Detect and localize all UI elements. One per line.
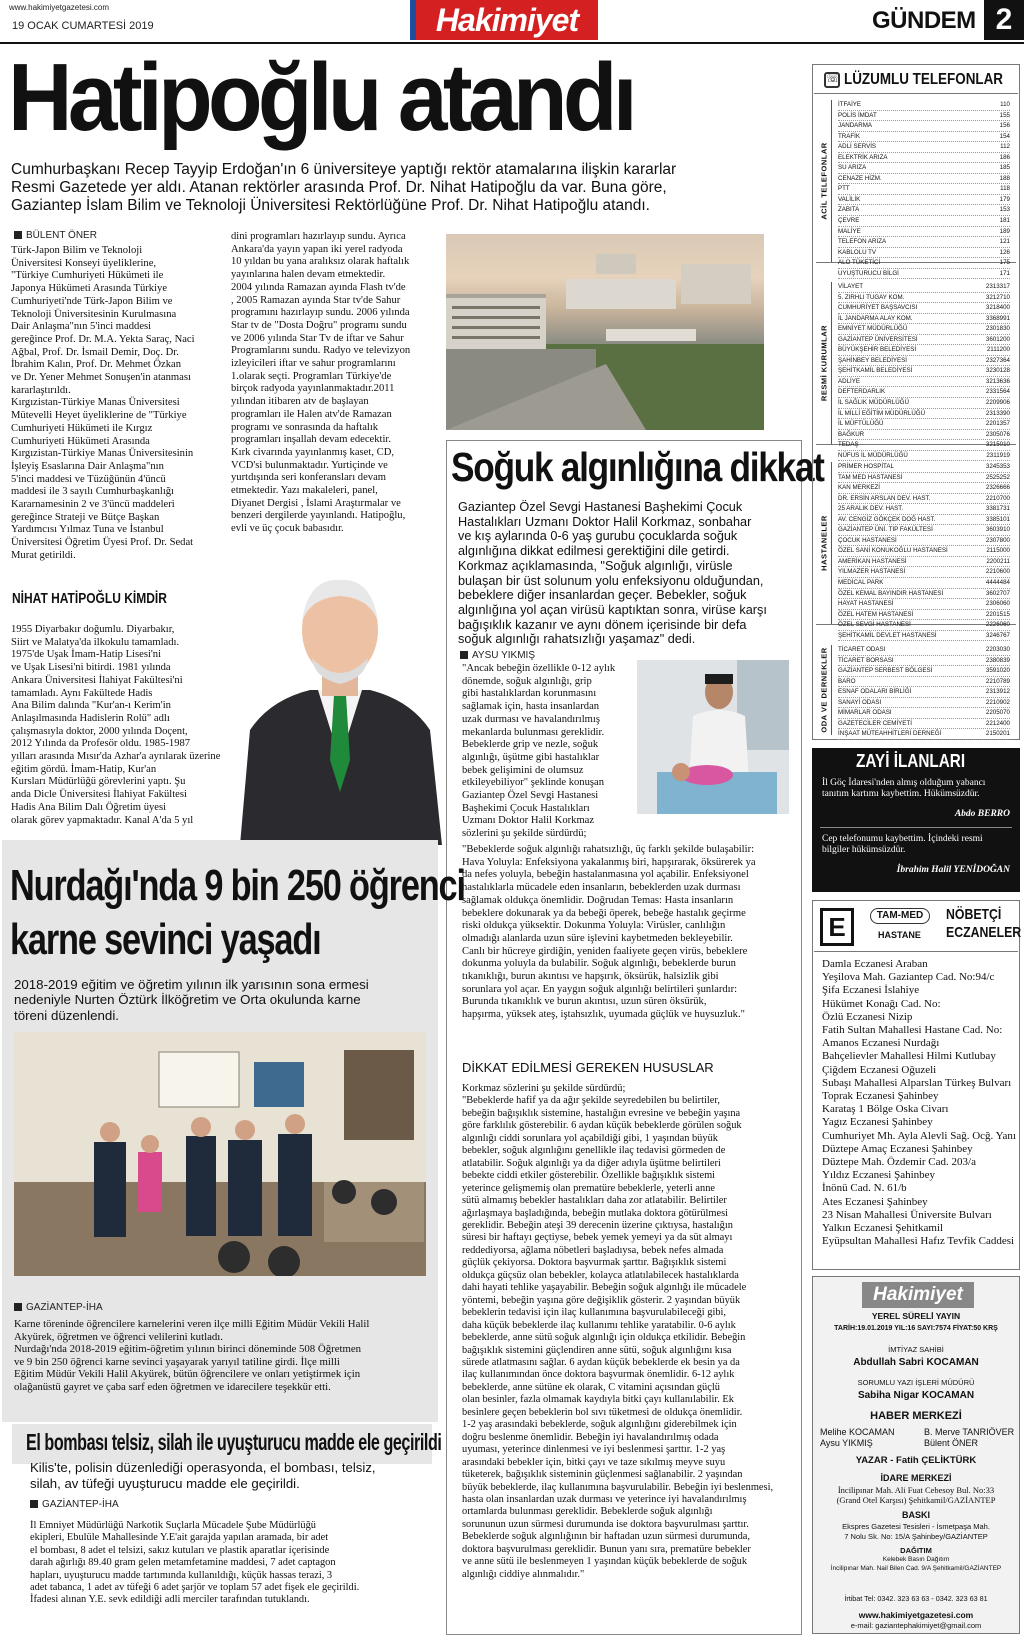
- phone-number[interactable]: 2150201: [985, 730, 1010, 738]
- phone-name: GAZİANTEP ÜNİVERSİTESİ: [838, 335, 918, 343]
- phone-number[interactable]: 155: [999, 111, 1010, 119]
- phone-row: [838, 546, 1010, 557]
- phone-row: [838, 324, 1010, 335]
- phones-group-acil: [816, 100, 1016, 277]
- zayi-name-1: Abdo BERRO: [954, 809, 1010, 819]
- phone-row: [838, 227, 1010, 238]
- phone-number[interactable]: 3591020: [985, 667, 1010, 675]
- phone-name: ŞEHİTKAMİL DEVLET HASTANESİ: [838, 631, 937, 639]
- imprint-issue: TARİH:19.01.2019 YIL:16 SAYI:7574 FİYAT:50 KRŞ: [834, 1325, 998, 1332]
- phone-number[interactable]: 2305076: [985, 430, 1010, 438]
- phone-number[interactable]: 2212400: [985, 719, 1010, 727]
- phone-name: MALİYE: [838, 227, 861, 235]
- pharmacy-entry: Düztepe Amaç Eczanesi Şahinbey: [822, 1142, 973, 1155]
- bomb-byline: GAZİANTEP-İHA: [30, 1499, 119, 1510]
- phone-row: [838, 153, 1010, 164]
- phone-number[interactable]: 2111200: [986, 346, 1010, 354]
- phone-name: İL JANDARMA ALAY KOM.: [838, 314, 913, 322]
- phone-number[interactable]: 3213636: [985, 377, 1010, 385]
- nurdagi-byline: GAZİANTEP-İHA: [14, 1302, 103, 1313]
- phone-name: UYUŞTURUCU BİLGİ: [838, 269, 899, 277]
- phone-row: [838, 100, 1010, 111]
- phone-number[interactable]: 3212710: [985, 293, 1010, 301]
- news-left-2: Aysu YIKMIŞ: [820, 1438, 873, 1448]
- phone-number[interactable]: 3381731: [985, 505, 1010, 513]
- phone-row: [838, 430, 1010, 441]
- bio-text: 1955 Diyarbakır doğumlu. Diyarbakır, Siirt ve Malatya'da ilkokulu tamamladı. 1975'de Uşak İmam-Hatip Lisesi'ni ve Uşak Lisesi'ni bitirdi. 1981 yılında Ankara Üniversitesi İlahiyat Fakültesi'ni tamamladı. Aynı Fakültede Hadis Ana Bilim dalında "Kur'an-ı Kerim'in Anlaşılmasında Hadislerin Rolü" adlı çalışmasıyla doktor, 2000 yılında Doçent, 2012 Yılında da Profesör oldu. 1985-1987 yılları arasında Mısır'da Azhar'a ayrılarak üzerine eğitim gördü. İmam-Hatip, Kur'an Kursları Müdürlüğü görevlerini yaptı. Şu anda Dicle Üniversitesi İlahiyat Fakültesi Hadis Ana Bilim Dalı Öğretim üyesi olarak görev yapmaktadır. Kanal A'da 5 yıl: [11, 624, 221, 826]
- phone-row: [838, 483, 1010, 494]
- phone-row: [838, 163, 1010, 174]
- phone-name: MEDİCAL PARK: [838, 579, 884, 587]
- phone-name: ŞEHİTKAMİL BELEDİYESİ: [838, 367, 913, 375]
- ceremony-photo: [14, 1032, 426, 1276]
- print-address: Ekspres Gazetesi Tesisleri - İsmetpaşa Mah. 7 Nolu Sk. No: 15/A Şahinbey/GAZİANTEP: [842, 1522, 990, 1541]
- phone-name: ESNAF ODALARI BİRLİĞİ: [838, 688, 912, 696]
- phone-row: [838, 729, 1010, 740]
- lead-col2: dini programları hazırlayıp sundu. Ayrıca Ankara'da yayın yapan iki yerel radyoda 10 yıldan bu yana aralıksız olarak haftalık yayınlarına halen devam etmektedir. 2004 yılında Ramazan ayında Flash tv'de , 2005 Ramazan ayında Star tv'de Sahur programını hazırlayıp sundu. 2006 yılında Star tv de "Dosta Doğru" programı sundu ve 2006 yılında Star Tv de iftar ve Sahur Programlarını sundu. Radyo ve televizyon izleyicileri iftar ve sahur programlarını 1.olarak seçti. Programları Türkiye'de birçok radyoda yayınlanmaktadır.2011 yılından itibaren atv de başlayan programları ile Halen atv'de Ramazan programı ve sonrasında da haftalık programları inşallah devam edecektir. Kırk civarında yayınlanmış kaset, CD, VCD'si bulunmaktadır. Yurtiçinde ve yurtdışında seri konferansları devam etmektedir. Yazı makaleleri, panel, Diyanet Dergisi , İslami Araştırmalar ve benzeri dergilerde yayınlandı. Hatipoğlu, evli ve üç çocuk babasıdır.: [231, 231, 411, 535]
- pharmacy-entry: İnönü Cad. N. 61/b: [822, 1182, 907, 1195]
- phone-name: AV. CENGİZ GÖKÇEK DOĞ HAST.: [838, 515, 936, 523]
- hatipoglu-portrait: [230, 560, 450, 845]
- phone-row: [838, 142, 1010, 153]
- phone-name: ADLİYE: [838, 377, 861, 385]
- phones-group-hastane: [816, 462, 1016, 639]
- phone-name: İL MİLLİ EĞİTİM MÜDÜRLÜĞÜ: [838, 409, 926, 417]
- phone-number[interactable]: 2313317: [985, 283, 1010, 290]
- phone-number[interactable]: 2311919: [986, 451, 1010, 459]
- sponsor-sub: HASTANE: [878, 930, 921, 940]
- owner-label: İMTİYAZ SAHİBİ: [888, 1345, 944, 1354]
- zayi-title: ZAYİ İLANLARI: [856, 751, 966, 771]
- oda-list: [838, 645, 1010, 740]
- phone-number[interactable]: 3601200: [985, 335, 1010, 343]
- news-label: HABER MERKEZİ: [870, 1410, 962, 1422]
- phone-name: BAĞKUR: [838, 430, 865, 438]
- phone-row: [838, 494, 1010, 505]
- group-label-resmi: RESMİ KURUMLAR: [816, 282, 832, 444]
- phone-number[interactable]: 118: [1000, 185, 1010, 193]
- phone-number[interactable]: 2313390: [985, 409, 1010, 417]
- phone-number[interactable]: 3385101: [985, 515, 1010, 523]
- zayi-notice-2: Cep telefonumu kaybettim. İçindeki resmi bilgiler hükümsüzdür.: [822, 834, 983, 855]
- phone-name: JANDARMA: [838, 122, 873, 130]
- phone-number[interactable]: 189: [999, 227, 1010, 235]
- phone-number[interactable]: 3215010: [985, 441, 1010, 449]
- zayi-name-2: İbrahim Halil YENİDOĞAN: [896, 865, 1010, 875]
- phone-name: TELEFON ARIZA: [838, 238, 887, 246]
- pharmacy-header: [814, 902, 1022, 952]
- cold-headline: Soğuk algınlığına dikkat: [451, 444, 824, 490]
- phone-name: TİCARET BORSASI: [838, 656, 894, 664]
- pharmacy-entry: Yalkın Eczanesi Şehitkamil: [822, 1222, 944, 1235]
- lead-col1: Türk-Japon Bilim ve Teknoloji Üniversitesi Konseyi üyeliklerine, "Türkiye Cumhuriyeti Hükümeti ile Japonya Hükümeti Arasında Türkiye Cumhuriyeti'nde Türk-Japon Bilim ve Teknoloji Üniversitesinin Kurulmasına Dair Anlaşma"nın 5'inci maddesi gereğince Prof. Dr. M.A. Yekta Saraç, Naci Ağbal, Prof. Dr. İsmail Demir, Doç. Dr. İbrahim Kalın, Prof. Dr. Mehmet Özkan ve Dr. Yener Mehmet Sonuşen'in atanması kararlaştırıldı. Kırgızistan-Türkiye Manas Üniversitesi Mütevelli Heyet üyeliklerine de "Türkiye Cumhuriyeti Hükümeti ile Kırgız Cumhuriyeti Hükümeti Arasında Kırgızistan-Türkiye Manas Üniversitesinin İşleyiş Esaslarına Dair Anlaşma"nın 5'inci maddesi ve Tüzüğünün 4'üncü maddesi ile 3 sayılı Cumhurbaşkanlığı Kararnamesinin 2 ve 3'üncü maddeleri gereğince Strateji ve Bütçe Başkan Yardımcısı Yılmaz Tuna ve İstanbul Üniversitesi Öğretim Üyesi Prof. Dr. Sedat Murat getirildi.: [11, 245, 195, 561]
- phone-number[interactable]: 175: [999, 259, 1010, 267]
- phone-number[interactable]: 2200211: [986, 557, 1010, 565]
- pharmacy-entry: Bahçelievler Mahallesi Hilmi Kutlubay: [822, 1050, 996, 1063]
- phones-group-resmi: [816, 282, 1016, 459]
- phone-name: BÜYÜKŞEHİR BELEDİYESİ: [838, 346, 917, 354]
- phone-number[interactable]: 153: [999, 206, 1010, 214]
- doctor-drawing: [637, 660, 789, 814]
- phone-row: [838, 536, 1010, 547]
- phone-name: AMERİKAN HASTANESİ: [838, 557, 907, 565]
- phone-number[interactable]: 126: [999, 248, 1010, 256]
- phone-number[interactable]: 2210902: [985, 698, 1010, 706]
- phone-name: ŞAHİNBEY BELEDİYESİ: [838, 356, 908, 364]
- group-label-oda: ODA VE DERNEKLER: [816, 645, 832, 735]
- doctor-photo: [637, 660, 789, 814]
- phone-number[interactable]: 3602707: [985, 589, 1010, 597]
- phone-name: GAZETECİLER CEMİYETİ: [838, 719, 912, 727]
- phone-row: [838, 111, 1010, 122]
- cold-col-a: "Ancak bebeğin özellikle 0-12 aylık dönemde, soğuk algınlığı, grip gibi hastalıklardan korunmasını sağlamak için, hasta insanlardan uzak durması ve havalandırılmış mekanlarda bulunması gereklidir. Bebeklerde grip ve nezle, soğuk algınlığı, üşütme gibi hastalıklar bebek gelişimini de olumsuz etkileyebiliyor" şeklinde konuşan Gaziantep Özel Sevgi Hastanesi Başhekimi Çocuk Hastalıkları Uzmanı Doktor Halil Korkmaz sözlerini şu şekilde sürdürdü;: [462, 663, 616, 840]
- phone-name: 25 ARALIK DEV. HAST.: [838, 505, 904, 513]
- e-sign-icon: E: [820, 908, 854, 946]
- phone-row: [838, 719, 1010, 730]
- phone-name: ÖZEL KEMAL BAYINDIR HASTANESİ: [838, 589, 944, 597]
- sponsor-logo: TAM-MED: [870, 908, 930, 924]
- phone-row: [838, 387, 1010, 398]
- phone-name: VALİLİK: [838, 195, 861, 203]
- pharmacy-entry: Fatih Sultan Mahallesi Hastane Cad. No:: [822, 1024, 1003, 1037]
- phone-name: ÇOCUK HASTANESİ: [838, 536, 897, 544]
- pharmacy-entry: 23 Nisan Mahallesi Üniversite Bulvarı: [822, 1208, 992, 1221]
- phone-number[interactable]: 3230128: [985, 367, 1010, 375]
- phone-name: GAZİANTEP SERBEST BÖLGESİ: [838, 667, 933, 675]
- contact-tel[interactable]: İrtibat Tel: 0342. 323 63 63 - 0342. 323 63 81: [844, 1594, 988, 1603]
- phone-row: [838, 184, 1010, 195]
- phone-name: 5. ZIRHLI TUGAY KOM.: [838, 293, 905, 301]
- phone-row: [838, 567, 1010, 578]
- page-number: 2: [984, 0, 1024, 40]
- phones-header: [814, 66, 1018, 94]
- phone-number[interactable]: 110: [1000, 101, 1010, 108]
- phone-number[interactable]: 2226060: [985, 621, 1010, 629]
- phone-row: [838, 504, 1010, 515]
- phone-number[interactable]: 154: [999, 132, 1010, 140]
- phone-number[interactable]: 185: [999, 164, 1010, 172]
- phone-number[interactable]: 2209906: [985, 399, 1010, 407]
- phone-name: HAYAT HASTANESİ: [838, 600, 894, 608]
- group-label-acil: ACİL TELEFONLAR: [816, 100, 832, 262]
- phone-row: [838, 398, 1010, 409]
- phone-number[interactable]: 121: [999, 238, 1010, 246]
- phone-name: POLİS İMDAT: [838, 111, 877, 119]
- cold-byline: AYSU YIKMIŞ: [460, 650, 535, 661]
- phone-name: DEFTERDARLIK: [838, 388, 886, 396]
- phone-row: [838, 195, 1010, 206]
- cold-body-b: Korkmaz sözlerini şu şekilde sürdürdü; "Bebeklerde hafif ya da ağır şekilde seyredebilen bu belirtiler, bebeğin bağışıklık sistemine, hastalığın evresine ve bebeğin yaşına göre farklılık gösterebilir. 6 aydan küçük bebeklerde görülen soğuk algınlığı ciddi sorunlara yol açabildiği gibi, 1 yaşından büyük bebekler, soğuk algınlığını genellikle ilaç tedavisi görmeden de atlatabilir. Soğuk algınlığı ya da diğer adıyla üşütme belirtileri bebekte ciddi etkiler gösterebilir. Özellikle bağışıklık sistemi yeterince gelişmemiş olan prematüre bebeklerle, yeterli anne sütü almamış bebekler hastalıkları daha zor atlatabilir. Belirtiler ağırlaşmaya başladığında, bebeğin mutlaka doktora götürülmesi gereklidir. Bebeğin ateşi 39 derecenin üzerine çıktıysa, hastalığın süresi bir haftayı geçtiyse, bebek yemek yemeyi ya da süt almayı reddediyorsa, ağlama nöbetleri başladıysa, bebek nefes almada güçlük çekiyorsa. Doktora başvurmak şarttır. Bağışıklık sistemi oldukça güçsüz olan bebekler, kolayca atlatılabilecek hastalıklarda dahi hayati tehlike yaşayabilir. Bebeğin soğuk algınlığı ile mücadele yöntemi, bebeğin yaşına göre değişiklik gösterir. 2 yaşından büyük bebeklerin tedavisi için ilaç kullanımına başvurulabileceği gibi, daha küçük bebeklerde ilaç kullanımı tehlike yaratabilir. 0-6 aylık bebeklerde, anne sütü soğuk algınlığı için oldukça etkilidir. Bebeğin bağışıklık sistemini güçlendiren anne sütü, soğuk algınlığını kısa sürede atlatmasını sağlar. 6 aydan küçük bebeklerde ek besin ya da ilaç kullanımından önce doktora başvurmak önemlidir. 6-12 aylık bebeklerde, anne sütüne ek olarak, C vitamini açısından güçlü olan besinler, fazla olmamak kaydıyla bitki çayı kullanılabilir. Ek besinlere geçen bebeklerin bol sıvı tüketmesi de oldukça önemlidir. 1-2 yaş arasındaki bebeklerde, soğuk algınlığını giderebilmek için doğru beslenme önemlidir. Bebeğin iyi havalandırılmış odada uyuması, yeterince dinlenmesi ve iyi beslenmesi şarttır. 1-2 yaş arasındaki bebekler için, bitki çayı ve taze sıkılmış meyve suyu tüketerek, bağışıklık sisteminin güçlenmesi sağlanabilir. 2 yaşından büyük bebeklerde, ilaç kullanımına başvurulabilir. Bebeğin iyi beslenmesi, hasta olan insanlardan uzak durması ve yeterince iyi havalandırılmış ortamlarda bulunması gereklidir. Bebeklerde soğuk algınlığı sorununun uzun sürmesi durumunda ise doktora başvurulması şarttır. Bebeklerde soğuk algınlığının bir haftadan uzun sürmesi durumunda, doktora başvurulması gereklidir. Bunun yanı sıra, prematüre bebekler ve anne sütü ile beslenmeyen 1 yaşından küçük bebeklerde de soğuk algınlığı ciddiye alınmalıdır.": [462, 1083, 774, 1580]
- phone-name: ÇEVRE: [838, 217, 860, 225]
- phone-name: TEDAŞ: [838, 441, 859, 449]
- website[interactable]: www.hakimiyetgazetesi.com: [9, 3, 110, 12]
- cold-body-a: "Bebeklerde soğuk algınlığı rahatsızlığı, üç farklı şekilde bulaşabilir: Hava Yoluyla: Enfeksiyona yakalanmış biri, hapşırarak, öksürerek ya da nefes yoluyla, bebeğin hastalanmasına yol açabilir. Enfeksiyonel hastalıklarla mücadele eden insanların, bebeklerden uzak durması sağlamak oldukça önemlidir. Doğrudan Temas: Hasta insanların bebeklere dokunarak ya da bebeği öperek, bebeğe hastalık geçirme riski oldukça yüksektir. Dokunma Yoluyla: Virüsler, canlılığın olmadığı alanlarda uzun süre işlevini kaybetmeden bekleyebilir. Canlı bir hücreye girdiğin, yeniden faaliyete geçen virüs, bebeklere dokunma yoluyla da bulabilir. Soğuk algınlığı, bebeklerde burun tıkanıklığı, burun akıntısı ve hapşırık, öksürük, halsizlik gibi sorunlara yol açar. En yaygın soğuk algınlığı belirtileri şunlardır: Burunda tıkanıklık ve burun akıntısı, uzun süren öksürük, hapşırma, yüksek ateş, iştahsızlık, uyumada güçlük ve huysuzluk.": [462, 844, 756, 1021]
- pharmacy-entry: Hükümet Konağı Cad. No:: [822, 997, 941, 1010]
- imprint-subtitle: YEREL SÜRELİ YAYIN: [871, 1311, 961, 1321]
- portrait-drawing: [230, 560, 450, 845]
- phone-name: SANAYİ ODASI: [838, 698, 882, 706]
- cold-subhead: DİKKAT EDİLMESİ GEREKEN HUSUSLAR: [462, 1060, 714, 1075]
- zayi-notice-1: İl Göç İdaresi'nden almış olduğum yabancı tanıtım kartımı kaybettim. Hükümsüzdür.: [822, 778, 986, 799]
- phone-row: [838, 599, 1010, 610]
- lead-byline: BÜLENT ÖNER: [14, 230, 97, 241]
- nurdagi-headline-1: Nurdağı'nda 9 bin 250 öğrenci: [10, 861, 465, 910]
- editor-name: Sabiha Nigar KOCAMAN: [857, 1390, 975, 1401]
- phone-number[interactable]: 179: [999, 195, 1010, 203]
- phone-row: [838, 473, 1010, 484]
- phone-number[interactable]: 181: [999, 217, 1010, 225]
- phone-icon: ☏: [824, 72, 840, 88]
- phone-number[interactable]: 2313912: [985, 688, 1010, 696]
- phone-name: BARO: [838, 677, 856, 685]
- lead-headline: Hatipoğlu atandı: [8, 44, 633, 151]
- phone-name: ÖZEL SEVGİ HASTANESİ: [838, 621, 911, 629]
- phone-name: CUMHURİYET BAŞSAVCISI: [838, 304, 918, 312]
- bomb-body: İl Emniyet Müdürlüğü Narkotik Suçlarla Mücadele Şube Müdürlüğü ekipleri, Ebulüle Mahallesinde Y.E'ait garajda yapılan aramada, bir adet el bombası, 8 adet el telsizi, sakız kutuları ve plastik aparatlar içerisinde darah ağırlığı 89.40 gram gelen metamfetamine maddesi, 7 adet captagon hapları, uyuşturucu madde tartımında kullanıldığı, küçük hassas terazi, 3 adet tabanca, 1 adet av tüfeği 6 adet şarjör ve toplam 57 adet fişek ele geçirildi. İfadesi alınan Y.E. sevk edildiği adli merciler tarafından tutuklandı.: [30, 1520, 360, 1606]
- pharmacy-entry: Karataş 1 Bölge Oska Civarı: [822, 1103, 949, 1116]
- pharmacy-entry: Damla Eczanesi Araban: [822, 958, 928, 970]
- phone-number[interactable]: 2301830: [985, 325, 1010, 333]
- phone-number[interactable]: 3245353: [985, 463, 1010, 470]
- phone-row: [838, 645, 1010, 656]
- pharmacy-entry: Yeşilova Mah. Gaziantep Cad. No:94/c: [822, 971, 995, 984]
- phone-number[interactable]: 2331564: [985, 388, 1010, 396]
- phone-name: PRİMER HOSPİTAL: [838, 463, 894, 470]
- phone-name: TİCARET ODASI: [838, 646, 886, 653]
- phone-row: [838, 419, 1010, 430]
- phone-number[interactable]: 2205070: [985, 709, 1010, 717]
- phone-number[interactable]: 171: [999, 269, 1010, 277]
- bomb-standfirst: Kilis'te, polisin düzenlediği operasyonda, el bombası, telsiz, silah, av tüfeği uyuşturucu madde ele geçirildi.: [30, 1460, 376, 1491]
- phone-name: MİMARLAR ODASI: [838, 709, 892, 717]
- pharmacy-title-1: NÖBETÇİ: [946, 906, 1002, 923]
- phone-row: [838, 698, 1010, 709]
- phone-row: [838, 248, 1010, 259]
- phone-number[interactable]: 4444484: [985, 579, 1010, 587]
- zayi-divider: [820, 827, 1012, 828]
- phone-name: VİLAYET: [838, 283, 863, 290]
- phone-number[interactable]: 3218400: [985, 304, 1010, 312]
- phone-row: [838, 631, 1010, 642]
- phone-row: [838, 377, 1010, 388]
- phone-number[interactable]: 3603910: [985, 526, 1010, 534]
- phone-row: [838, 656, 1010, 667]
- phone-number[interactable]: 2210600: [985, 568, 1010, 576]
- phone-name: İNŞAAT MÜTEAHHİTLERİ DERNEĞİ: [838, 730, 942, 738]
- phone-number[interactable]: 2115000: [986, 547, 1010, 555]
- phone-number[interactable]: 3246767: [985, 631, 1010, 639]
- contact-web[interactable]: www.hakimiyetgazetesi.com: [858, 1610, 974, 1620]
- phone-row: [838, 205, 1010, 216]
- phone-row: [838, 589, 1010, 600]
- phone-row: [838, 610, 1010, 621]
- phone-number[interactable]: 2201357: [985, 420, 1010, 428]
- print-label: BASKI: [901, 1510, 930, 1520]
- pharmacy-list: [822, 958, 1018, 1268]
- pharmacy-entry: Ates Eczanesi Şahinbey: [822, 1195, 928, 1208]
- cold-standfirst: Gaziantep Özel Sevgi Hastanesi Başhekimi Çocuk Hastalıkları Uzmanı Doktor Halil Korkmaz, sonbahar ve kış aylarında 0-6 yaş gurubu çocuklarda soğuk algınlığına dikkat edilmesi gerektiğini dile getirdi. Korkmaz açıklamasında, "Soğuk algınlığı, virüsle bulaşan bir üst solunum yolu enfeksiyonu olduğundan, bebeklere diğer insanlardan geçer. Bebekler, soğuk algınlığına yol açan virüsü kaptıktan sonra, virüse karşı bağışıklık kazanır ve aynı dönem içerisinde bir defa soğuk algınlığı rahatsızlığı yaşamaz" dedi.: [458, 500, 767, 647]
- phone-name: TAM MED HASTANESİ: [838, 473, 903, 481]
- phone-name: ADLİ SERVİS: [838, 143, 877, 151]
- phone-row: [838, 216, 1010, 227]
- hastane-list: [838, 462, 1010, 641]
- pharmacy-entry: Düztepe Mah. Özdemir Cad. 203/a: [822, 1156, 976, 1169]
- phone-number[interactable]: 2203030: [985, 646, 1010, 653]
- imprint-logo: Hakimiyet: [862, 1282, 974, 1308]
- phone-row: [838, 282, 1010, 293]
- phone-row: [838, 578, 1010, 589]
- phone-row: [838, 132, 1010, 143]
- phone-number[interactable]: 2326666: [985, 484, 1010, 492]
- phone-number[interactable]: 156: [999, 122, 1010, 130]
- phone-row: [838, 708, 1010, 719]
- phone-row: [838, 314, 1010, 325]
- dist-label: DAĞITIM: [900, 1546, 932, 1555]
- phone-row: [838, 440, 1010, 451]
- phone-name: SU ARIZA: [838, 164, 867, 172]
- pharmacy-entry: Amanos Eczanesi Nurdağı: [822, 1037, 940, 1050]
- phone-row: [838, 345, 1010, 356]
- phone-number[interactable]: 2201515: [985, 610, 1010, 618]
- phone-row: [838, 366, 1010, 377]
- phone-row: [838, 258, 1010, 269]
- phone-number[interactable]: 112: [1000, 143, 1010, 151]
- phone-row: [838, 557, 1010, 568]
- phone-number[interactable]: 2210700: [985, 494, 1010, 502]
- phone-row: [838, 335, 1010, 346]
- phone-name: ELEKTRİK ARIZA: [838, 153, 888, 161]
- phone-name: ZABITA: [838, 206, 860, 214]
- phone-name: İL MÜFTÜLÜĞÜ: [838, 420, 884, 428]
- campus-drawing: [446, 234, 764, 430]
- phone-number[interactable]: 2525252: [985, 473, 1010, 481]
- phone-row: [838, 121, 1010, 132]
- phone-number[interactable]: 2380839: [985, 656, 1010, 664]
- news-right-2: Bülent ÖNER: [924, 1438, 979, 1448]
- pharmacy-entry: Şifa Eczanesi İslahiye: [822, 984, 920, 997]
- nurdagi-body: Karne töreninde öğrencilere karnelerini veren ilçe milli Eğitim Müdür Vekili Halil Akyürek, öğretmen ve öğrenci velilerini kutladı. Nurdağı'nda 2018-2019 eğitim-öğretim yılının birinci döneminde 508 Öğretmen ve 9 bin 250 öğrenci karne sevinci yaşayarak yarıyıl tatiline girdi. İlçe milli Eğitim Müdür Vekili Halil Akyürek, bütün öğrencilere ve onları yetiştirmek için olağanüstü gayret ve çaba sarf eden öğretmen ve idarecilere teşekkür etti.: [14, 1318, 370, 1393]
- office-address: İncilipınar Mah. Ali Fuat Cebesoy Bul. No:33 (Grand Otel Karşısı) Şehitkamil/GAZİANTEP: [836, 1485, 996, 1505]
- phone-number[interactable]: 186: [999, 153, 1010, 161]
- phone-row: [838, 677, 1010, 688]
- section-name: GÜNDEM: [872, 7, 976, 34]
- phone-name: DR. ERSİN ARSLAN DEV. HAST.: [838, 494, 931, 502]
- contact-mail[interactable]: e-mail: gaziantephakimiyet@gmail.com: [850, 1621, 982, 1630]
- masthead-logo: [410, 0, 598, 40]
- phone-name: KABLOLU TV: [838, 248, 877, 256]
- editor-label: SORUMLU YAZI İŞLERİ MÜDÜRÜ: [857, 1378, 975, 1387]
- phone-row: [838, 620, 1010, 631]
- group-label-hastane: HASTANELER: [816, 462, 832, 624]
- pharmacy-entry: Çiğdem Eczanesi Oğuzeli: [822, 1063, 937, 1076]
- issue-date: 19 OCAK CUMARTESİ 2019: [12, 20, 154, 32]
- bio-heading: NİHAT HATİPOĞLU KİMDİR: [12, 590, 167, 607]
- phone-name: CENAZE HİZM.: [838, 174, 882, 182]
- phone-number[interactable]: 3368991: [985, 314, 1010, 322]
- pharmacy-entry: Toprak Eczanesi Şahinbey: [822, 1090, 939, 1103]
- phone-row: [838, 293, 1010, 304]
- office-label: İDARE MERKEZİ: [880, 1473, 952, 1483]
- phones-title: LÜZUMLU TELEFONLAR: [844, 70, 1004, 88]
- phone-number[interactable]: 2210789: [985, 677, 1010, 685]
- phone-row: [838, 269, 1010, 280]
- pharmacy-entry: Yıldız Eczanesi Şahinbey: [822, 1169, 936, 1182]
- phone-row: [838, 462, 1010, 473]
- nurdagi-headline-2: karne sevinci yaşadı: [10, 915, 321, 964]
- pharmacy-title-2: ECZANELER: [946, 924, 1022, 941]
- pharmacy-entry: Subaşı Mahallesi Alparslan Türkeş Bulvarı: [822, 1076, 1012, 1089]
- phone-number[interactable]: 2307800: [985, 536, 1010, 544]
- phone-name: ÖZEL HATEM HASTANESİ: [838, 610, 914, 618]
- ceremony-drawing: [14, 1032, 426, 1276]
- phone-number[interactable]: 188: [999, 174, 1010, 182]
- phone-row: [838, 687, 1010, 698]
- phone-row: [838, 237, 1010, 248]
- phone-row: [838, 303, 1010, 314]
- phone-name: EMNİYET MÜDÜRLÜĞÜ: [838, 325, 908, 333]
- owner-name: Abdullah Sabri KOCAMAN: [853, 1357, 979, 1368]
- dist-address: Kelebek Basın Dağıtım İncilipınar Mah. Nail Bilen Cad. 9/A Şehitkamil/GAZİANTEP: [830, 1556, 1002, 1572]
- phone-row: [838, 356, 1010, 367]
- pharmacy-entry: Yagız Eczanesi Şahinbey: [822, 1116, 933, 1129]
- phone-row: [838, 174, 1010, 185]
- phone-name: NÜFUS İL MÜDÜRLÜĞÜ: [838, 451, 908, 459]
- logo-text: Hakimiyet: [435, 1, 579, 38]
- phone-name: İTFAİYE: [838, 101, 862, 108]
- pharmacy-entry: Cumhuriyet Mh. Ayla Alevli Sağ. Ocğ. Yanı: [822, 1129, 1016, 1142]
- phone-name: YILMAZER HASTANESİ: [838, 568, 906, 576]
- phone-name: İL SAĞLIK MÜDÜRLÜĞÜ: [838, 399, 909, 407]
- phone-name: TRAFİK: [838, 132, 861, 140]
- phone-name: KAN MERKEZİ: [838, 484, 880, 492]
- phone-row: [838, 451, 1010, 462]
- news-left-1: Melihe KOCAMAN: [820, 1427, 895, 1437]
- resmi-list: [838, 282, 1010, 461]
- phone-name: ÖZEL SANİ KONUKOĞLU HASTANESİ: [838, 547, 948, 555]
- lead-standfirst: Cumhurbaşkanı Recep Tayyip Erdoğan'ın 6 üniversiteye yaptığı rektör atamalarına ilişkin kararlar Resmi Gazetede yer aldı. Atanan rektörler arasında Prof. Dr. Nihat Hatipoğlu da var. Buna göre, Gaziantep İslam Bilim ve Teknoloji Üniversitesi Rektörlüğüne Prof. Dr. Nihat Hatipoğlu atandı.: [11, 161, 677, 214]
- phone-name: ALO TÜKETİCİ: [838, 259, 881, 267]
- phone-number[interactable]: 2306060: [985, 600, 1010, 608]
- acil-list: [838, 100, 1010, 279]
- writer-credit: YAZAR - Fatih ÇELİKTÜRK: [855, 1455, 977, 1466]
- phone-row: [838, 525, 1010, 536]
- phone-row: [838, 666, 1010, 677]
- news-right-1: B. Merve TANRIÖVER: [924, 1427, 1015, 1437]
- phone-row: [838, 409, 1010, 420]
- phone-number[interactable]: 2327364: [985, 356, 1010, 364]
- bomb-headline: El bombası telsiz, silah ile uyuşturucu madde ele geçirildi: [26, 1429, 442, 1455]
- pharmacy-entry: Eyüpsultan Mahallesi Hafız Tevfik Caddesi: [822, 1235, 1015, 1248]
- phone-name: PTT: [838, 185, 850, 193]
- zayi-box: [812, 748, 1020, 892]
- phone-row: [838, 515, 1010, 526]
- phone-name: GAZİANTEP ÜNİ. TIP FAKÜLTESİ: [838, 526, 933, 534]
- campus-photo: [446, 234, 764, 430]
- phones-group-oda: [816, 645, 1016, 738]
- pharmacy-entry: Özlü Eczanesi Nizip: [822, 1010, 913, 1023]
- nurdagi-standfirst: 2018-2019 eğitim ve öğretim yılının ilk yarısının sona ermesi nedeniyle Nurten Öztürk İlköğretim ve Orta okulunda karne töreni düzenlendi.: [14, 977, 369, 1023]
